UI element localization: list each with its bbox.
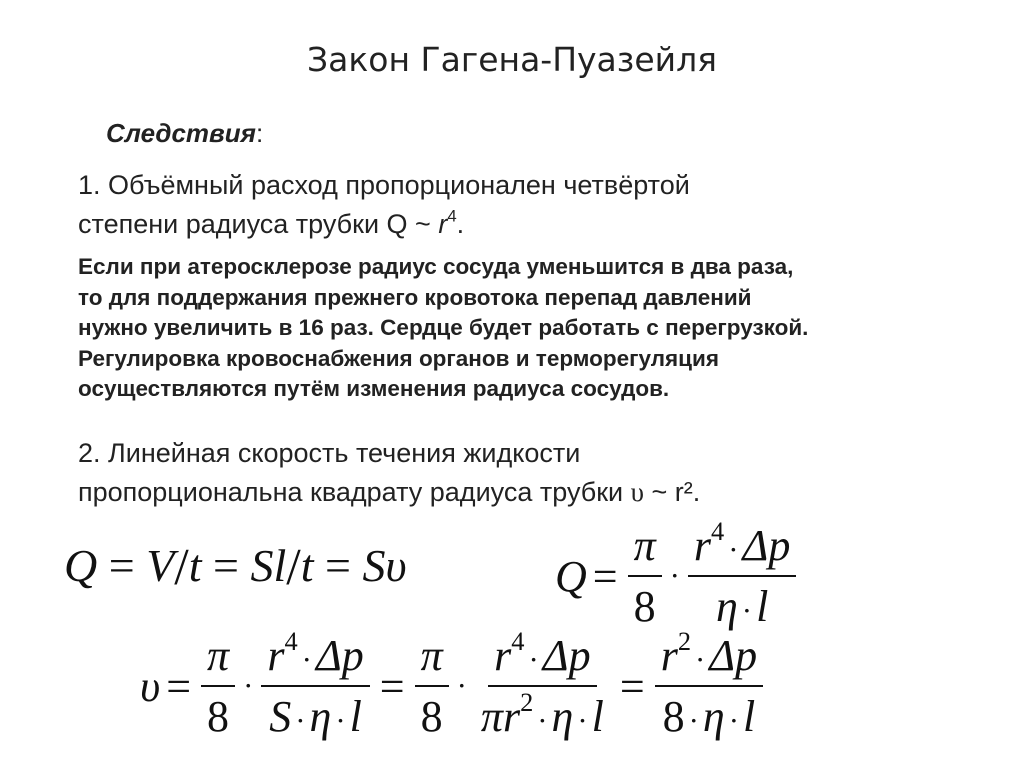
math-symbol: / [286,539,301,596]
math-symbol: l [591,692,604,741]
math-symbol: · [577,704,588,738]
math-symbol: t [300,540,314,591]
flow-rate-formula [64,538,407,597]
point-2 [78,434,700,512]
math-symbol: · [669,558,680,593]
math-symbol: l [349,692,362,741]
math-symbol: 4 [711,516,725,547]
math-symbol: η [551,692,574,741]
math-symbol: Δp [709,631,758,680]
explanation-line: то для поддержания прежнего кровотока перепад давлений [78,284,752,310]
explanation-line: Если при атеросклерозе радиус сосуда уменьшится в два раза, [78,254,794,279]
math-symbol: η [702,692,725,741]
math-symbol: υ [385,540,407,591]
math-symbol: π [628,520,662,577]
math-symbol: · [741,594,753,628]
math-symbol: Sl [250,540,287,591]
math-symbol: r [693,521,712,570]
math-symbol: = [325,540,351,591]
slide-title: Закон Гагена-Пуазейля [306,40,718,79]
denominator [710,577,774,632]
math-symbol: π [480,692,503,741]
math-symbol: t [188,540,202,591]
velocity-formula [140,626,767,742]
denominator [475,687,610,742]
point-1-line-1: 1. Объёмный расход пропорционален четвёртой [78,170,690,200]
math-symbol: · [728,704,739,738]
math-symbol: 8 [207,692,230,741]
math-symbol: 4 [284,626,298,657]
math-symbol: S [362,540,386,591]
math-symbol: 4 [511,626,525,657]
math-symbol: = [379,661,405,711]
math-symbol: · [695,643,706,677]
consequences-colon: : [255,118,264,148]
math-symbol: Q [64,540,98,591]
explanation-paragraph [78,252,808,405]
math-symbol: Δp [315,631,364,680]
math-symbol: S [269,692,292,741]
math-symbol: 8 [662,692,685,741]
pressure-fraction [688,516,796,632]
math-symbol: = [619,661,645,711]
math-symbol: π [415,630,449,687]
math-symbol: · [295,704,306,738]
math-symbol: 2 [520,687,534,718]
math-symbol: υ [140,661,161,711]
pi-over-8 [628,520,662,632]
math-symbol: l [742,692,756,741]
numerator [261,626,369,687]
math-symbol: Δp [542,631,591,680]
point-2-line-1: 2. Линейная скорость течения жидкости [78,438,581,468]
consequences-label: Следствия [106,118,256,148]
math-symbol: Q [555,551,587,601]
math-symbol: · [243,668,254,703]
math-symbol: η [715,582,738,631]
math-symbol: = [166,661,192,711]
math-symbol: π [201,630,235,687]
math-symbol: r [660,631,678,680]
math-symbol: · [537,704,548,738]
denominator [657,687,762,742]
math-symbol: V [146,540,175,591]
math-symbol: = [592,551,618,601]
math-symbol: Δp [742,521,791,570]
denominator [263,687,368,742]
explanation-line: Регулировка кровоснабжения органов и терморегуляция [78,345,719,371]
math-symbol: · [728,533,739,567]
math-symbol: · [688,704,699,738]
explanation-line: нужно увеличить в 16 раз. Сердце будет работать с перегрузкой. [78,315,809,340]
consequences-heading [106,118,263,149]
math-symbol: 8 [633,582,656,631]
explanation-line: осуществляются путём изменения радиуса сосудов. [78,376,670,401]
math-symbol: r [267,631,285,680]
math-symbol: 8 [420,692,443,741]
numerator [488,626,596,687]
math-symbol: · [456,668,467,703]
numerator [655,626,763,687]
math-symbol: η [309,692,332,741]
math-symbol: · [528,643,539,677]
math-symbol: = [213,540,239,591]
math-symbol: · [335,704,346,738]
math-symbol: 2 [677,626,692,657]
math-symbol: l [756,582,769,631]
math-symbol: = [108,540,135,591]
math-symbol: · [301,643,312,677]
point-1 [78,166,690,244]
math-symbol: r [494,631,512,680]
math-symbol: r [502,692,521,741]
poiseuille-formula [555,516,800,632]
numerator [688,516,796,577]
point-1-line-2: степени радиуса трубки Q ~ $r^4$. [78,206,465,239]
math-symbol: / [174,539,189,596]
point-2-line-2: пропорциональна квадрату радиуса трубки υ ~ r². [78,477,701,507]
